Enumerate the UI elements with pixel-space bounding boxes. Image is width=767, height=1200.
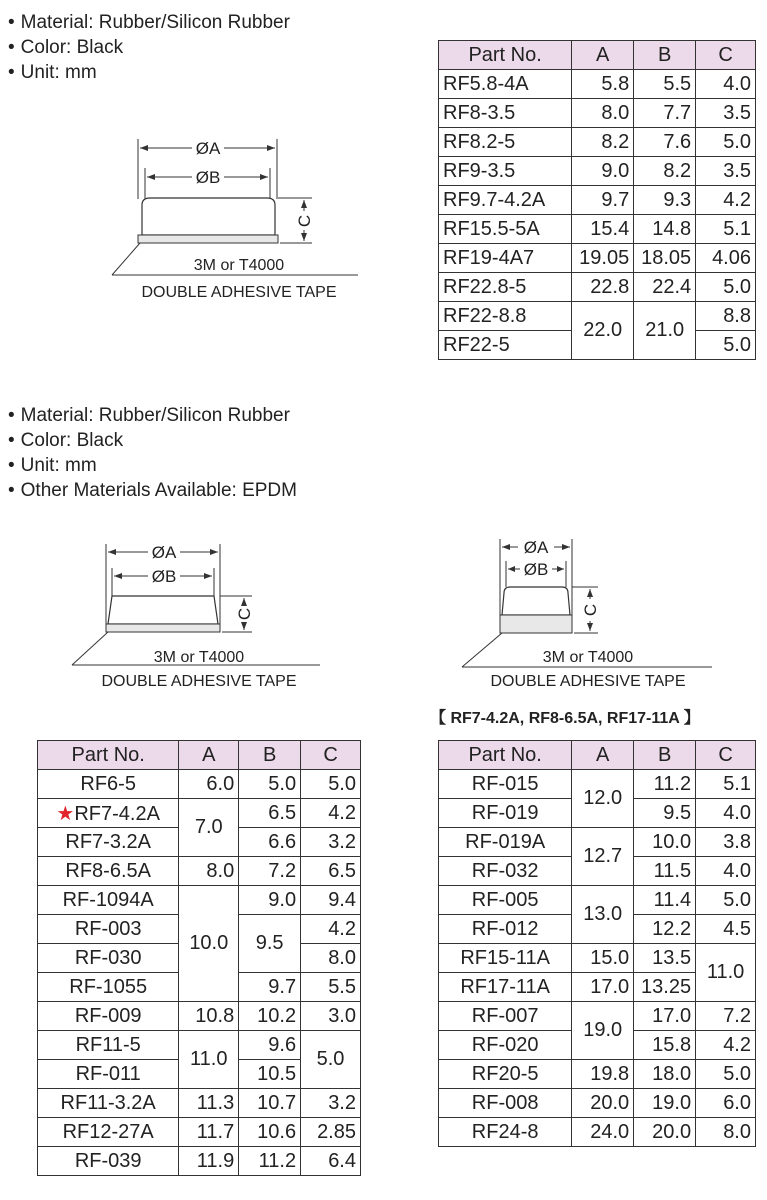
- value-a: 10.8: [179, 1002, 239, 1031]
- value-b: 19.0: [634, 1089, 696, 1118]
- value-a: 11.0: [179, 1031, 239, 1089]
- part-no: RF-012: [439, 915, 572, 944]
- part-no: RF19-4A7: [439, 244, 572, 273]
- value-b: 14.8: [634, 215, 696, 244]
- header-part-no: Part No.: [439, 741, 572, 770]
- value-c: 3.8: [696, 828, 756, 857]
- value-a: 19.05: [572, 244, 634, 273]
- table-row: [439, 1060, 756, 1089]
- spec-other-materials: • Other Materials Available: EPDM: [8, 478, 297, 503]
- part-no: RF20-5: [439, 1060, 572, 1089]
- table-header-row: [38, 741, 361, 770]
- value-a: 22.8: [572, 273, 634, 302]
- value-a: 8.0: [179, 857, 239, 886]
- value-c: 11.0: [696, 944, 756, 1002]
- dim-b-label: ØB: [523, 560, 549, 579]
- value-a: 9.0: [572, 157, 634, 186]
- table-header-row: [439, 741, 756, 770]
- value-c: 8.0: [696, 1118, 756, 1147]
- part-no: RF9.7-4.2A: [439, 186, 572, 215]
- part-no: RF24-8: [439, 1118, 572, 1147]
- value-b: 21.0: [634, 302, 696, 360]
- value-c: 9.4: [301, 886, 361, 915]
- spec-unit: • Unit: mm: [8, 453, 297, 478]
- value-a: 20.0: [572, 1089, 634, 1118]
- value-c: 5.0: [696, 331, 756, 360]
- value-b: 10.6: [239, 1118, 301, 1147]
- tape-type-label: 3M or T4000: [153, 649, 245, 666]
- part-no: RF-1055: [38, 973, 179, 1002]
- value-b: 6.6: [239, 828, 301, 857]
- spec-material: • Material: Rubber/Silicon Rubber: [8, 403, 297, 428]
- table-header-row: [439, 41, 756, 70]
- value-b: 8.2: [634, 157, 696, 186]
- dim-b-label: ØB: [195, 168, 221, 187]
- header-b: B: [634, 41, 696, 70]
- table-row: [439, 70, 756, 99]
- value-c: 4.5: [696, 915, 756, 944]
- value-b: 18.05: [634, 244, 696, 273]
- part-no: RF22-8.8: [439, 302, 572, 331]
- header-a: A: [179, 741, 239, 770]
- table-row: [439, 770, 756, 799]
- value-a: 19.0: [572, 1002, 634, 1060]
- value-a: 11.7: [179, 1118, 239, 1147]
- value-a: 6.0: [179, 770, 239, 799]
- tape-type-label: 3M or T4000: [542, 649, 634, 666]
- value-c: 5.1: [696, 215, 756, 244]
- value-a: 11.9: [179, 1147, 239, 1176]
- value-b: 17.0: [634, 1002, 696, 1031]
- header-c: C: [696, 741, 756, 770]
- table-row: [439, 944, 756, 973]
- header-b: B: [634, 741, 696, 770]
- value-c: 6.4: [301, 1147, 361, 1176]
- header-b: B: [239, 741, 301, 770]
- value-c: 5.0: [696, 273, 756, 302]
- value-b: 10.5: [239, 1060, 301, 1089]
- value-a: 15.4: [572, 215, 634, 244]
- table-row: [38, 1031, 361, 1060]
- value-b: 13.5: [634, 944, 696, 973]
- header-c: C: [301, 741, 361, 770]
- value-b: 15.8: [634, 1031, 696, 1060]
- header-c: C: [696, 41, 756, 70]
- part-no: RF11-3.2A: [38, 1089, 179, 1118]
- value-a: 12.0: [572, 770, 634, 828]
- part-no: RF8-3.5: [439, 99, 572, 128]
- value-c: 3.2: [301, 1089, 361, 1118]
- value-c: 4.2: [696, 1031, 756, 1060]
- spec-color: • Color: Black: [8, 428, 297, 453]
- table-row: [38, 1002, 361, 1031]
- dim-c-label: C: [235, 607, 254, 621]
- value-b: 5.0: [239, 770, 301, 799]
- spec-table-1: [438, 40, 756, 360]
- value-b: 11.2: [634, 770, 696, 799]
- value-a: 17.0: [572, 973, 634, 1002]
- value-b: 7.7: [634, 99, 696, 128]
- table-row: [439, 1002, 756, 1031]
- table-row: [439, 186, 756, 215]
- value-c: 4.2: [301, 915, 361, 944]
- value-c: 6.0: [696, 1089, 756, 1118]
- value-b: 9.7: [239, 973, 301, 1002]
- tape-type-label: 3M or T4000: [193, 257, 285, 274]
- value-b: 9.0: [239, 886, 301, 915]
- table-row: [439, 302, 756, 331]
- value-b: 13.25: [634, 973, 696, 1002]
- value-c: 4.0: [696, 70, 756, 99]
- part-no: RF6-5: [38, 770, 179, 799]
- value-b: 11.5: [634, 857, 696, 886]
- bumper-drawing-2: [64, 540, 354, 695]
- dim-a-label: ØA: [523, 538, 549, 557]
- table-row: [38, 799, 361, 828]
- value-b: 6.5: [239, 799, 301, 828]
- value-b: 10.7: [239, 1089, 301, 1118]
- value-c: 5.0: [696, 128, 756, 157]
- dim-a-label: ØA: [195, 139, 221, 158]
- value-a: 10.0: [179, 886, 239, 1002]
- table-row: [38, 1147, 361, 1176]
- star-icon: ★: [56, 802, 75, 825]
- dim-a-label: ØA: [151, 543, 177, 562]
- spec-table-2-left: [37, 740, 361, 1176]
- value-a: 5.8: [572, 70, 634, 99]
- value-b: 5.5: [634, 70, 696, 99]
- value-a: 12.7: [572, 828, 634, 886]
- value-a: 19.8: [572, 1060, 634, 1089]
- part-no: RF-020: [439, 1031, 572, 1060]
- bumper-drawing-3: [452, 535, 732, 695]
- value-b: 10.0: [634, 828, 696, 857]
- value-b: 18.0: [634, 1060, 696, 1089]
- part-no: RF17-11A: [439, 973, 572, 1002]
- table-row: [439, 828, 756, 857]
- value-c: 5.0: [696, 1060, 756, 1089]
- value-c: 3.5: [696, 99, 756, 128]
- table-row: [439, 886, 756, 915]
- value-a: 9.7: [572, 186, 634, 215]
- value-a: 8.0: [572, 99, 634, 128]
- value-a: 24.0: [572, 1118, 634, 1147]
- header-part-no: Part No.: [439, 41, 572, 70]
- value-c: 2.85: [301, 1118, 361, 1147]
- table-row: [439, 1118, 756, 1147]
- table-row: [38, 770, 361, 799]
- value-c: 4.2: [696, 186, 756, 215]
- part-no: RF7-3.2A: [38, 828, 179, 857]
- part-no: RF15-11A: [439, 944, 572, 973]
- spec-material: • Material: Rubber/Silicon Rubber: [8, 10, 290, 35]
- table-row: [38, 1089, 361, 1118]
- spec-unit: • Unit: mm: [8, 60, 290, 85]
- value-a: 13.0: [572, 886, 634, 944]
- value-c: 8.8: [696, 302, 756, 331]
- part-no: RF-008: [439, 1089, 572, 1118]
- part-no: RF11-5: [38, 1031, 179, 1060]
- value-b: 9.6: [239, 1031, 301, 1060]
- value-c: 5.0: [301, 770, 361, 799]
- table-row: [439, 157, 756, 186]
- model-note: 【 RF7-4.2A, RF8-6.5A, RF17-11A 】: [430, 710, 700, 727]
- table-row: [439, 215, 756, 244]
- tape-desc-label: DOUBLE ADHESIVE TAPE: [141, 284, 337, 301]
- part-no-cell: [38, 799, 179, 828]
- value-b: 9.5: [634, 799, 696, 828]
- value-c: 4.2: [301, 799, 361, 828]
- part-no: RF-007: [439, 1002, 572, 1031]
- table-row: [439, 99, 756, 128]
- part-no: RF-032: [439, 857, 572, 886]
- value-c: 3.5: [696, 157, 756, 186]
- value-c: 5.0: [301, 1031, 361, 1089]
- value-b: 10.2: [239, 1002, 301, 1031]
- header-part-no: Part No.: [38, 741, 179, 770]
- part-no: RF-003: [38, 915, 179, 944]
- value-a: 11.3: [179, 1089, 239, 1118]
- part-no: RF-030: [38, 944, 179, 973]
- value-a: 7.0: [179, 799, 239, 857]
- part-no: RF-019A: [439, 828, 572, 857]
- table-row: [439, 273, 756, 302]
- dim-b-label: ØB: [151, 567, 177, 586]
- part-no: RF-015: [439, 770, 572, 799]
- part-no: RF15.5-5A: [439, 215, 572, 244]
- table-row: [38, 1118, 361, 1147]
- table-row: [38, 886, 361, 915]
- part-no: RF-039: [38, 1147, 179, 1176]
- part-no: RF8.2-5: [439, 128, 572, 157]
- part-no: RF12-27A: [38, 1118, 179, 1147]
- value-c: 4.06: [696, 244, 756, 273]
- value-c: 5.1: [696, 770, 756, 799]
- value-c: 4.0: [696, 799, 756, 828]
- value-c: 5.5: [301, 973, 361, 1002]
- value-b: 9.3: [634, 186, 696, 215]
- value-b: 22.4: [634, 273, 696, 302]
- header-a: A: [572, 741, 634, 770]
- table-row: [38, 857, 361, 886]
- value-b: 11.4: [634, 886, 696, 915]
- bumper-drawing-1: [100, 135, 380, 310]
- value-c: 5.0: [696, 886, 756, 915]
- spec-color: • Color: Black: [8, 35, 290, 60]
- value-a: 22.0: [572, 302, 634, 360]
- table-row: [439, 128, 756, 157]
- value-b: 20.0: [634, 1118, 696, 1147]
- value-b: 12.2: [634, 915, 696, 944]
- part-no: RF-011: [38, 1060, 179, 1089]
- dim-c-label: C: [295, 214, 314, 228]
- part-no: RF7-4.2A: [74, 802, 160, 825]
- part-no: RF8-6.5A: [38, 857, 179, 886]
- part-no: RF-019: [439, 799, 572, 828]
- part-no: RF-005: [439, 886, 572, 915]
- value-b: 7.6: [634, 128, 696, 157]
- table-row: [439, 1089, 756, 1118]
- value-b: 7.2: [239, 857, 301, 886]
- value-c: 6.5: [301, 857, 361, 886]
- value-a: 8.2: [572, 128, 634, 157]
- dim-c-label: C: [581, 603, 600, 617]
- value-b: 11.2: [239, 1147, 301, 1176]
- value-c: 3.0: [301, 1002, 361, 1031]
- part-no: RF9-3.5: [439, 157, 572, 186]
- part-no: RF22-5: [439, 331, 572, 360]
- tape-desc-label: DOUBLE ADHESIVE TAPE: [101, 673, 297, 690]
- table-row: [439, 244, 756, 273]
- header-a: A: [572, 41, 634, 70]
- part-no: RF22.8-5: [439, 273, 572, 302]
- part-no: RF5.8-4A: [439, 70, 572, 99]
- part-no: RF-1094A: [38, 886, 179, 915]
- spec-table-2-right: [438, 740, 756, 1147]
- spec-list-1: [8, 10, 290, 85]
- value-c: 8.0: [301, 944, 361, 973]
- value-c: 3.2: [301, 828, 361, 857]
- value-c: 7.2: [696, 1002, 756, 1031]
- part-no: RF-009: [38, 1002, 179, 1031]
- value-c: 4.0: [696, 857, 756, 886]
- value-a: 15.0: [572, 944, 634, 973]
- value-b: 9.5: [239, 915, 301, 973]
- spec-list-2: [8, 403, 297, 503]
- tape-desc-label: DOUBLE ADHESIVE TAPE: [490, 673, 686, 690]
